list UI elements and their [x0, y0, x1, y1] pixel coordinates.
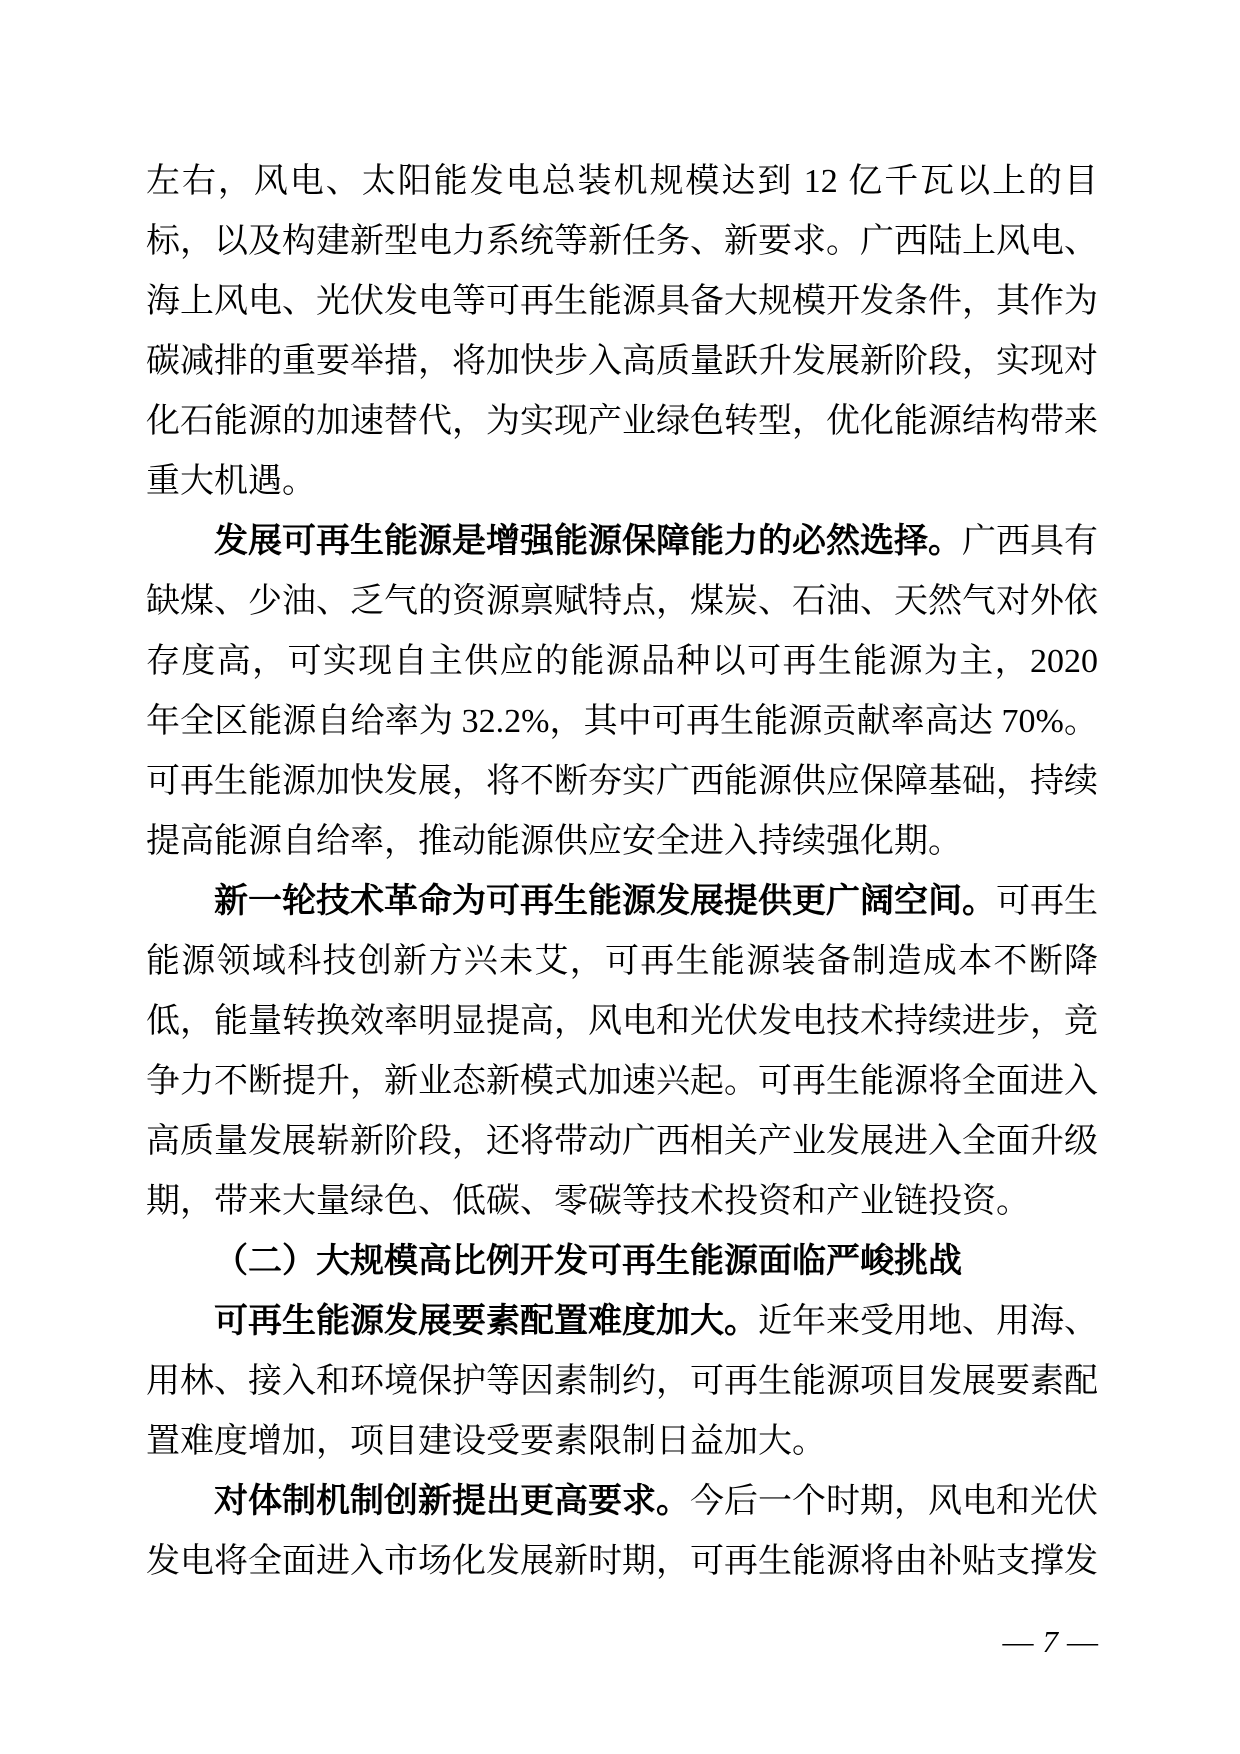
paragraph-text: 广西具有缺煤、少油、乏气的资源禀赋特点，煤炭、石油、天然气对外依存度高，可实现自主供应的能源品种以可再生能源为主，2020 年全区能源自给率为 32.2%，其中可再生能源贡献率高达 70%。可再生能源加快发展，将不断夯实广西能源供应保障基础，持续提高能源自给率，推动能源供应安全进入持续强化期。 — [146, 523, 1098, 860]
page-number-dash-right: — — [1067, 1624, 1098, 1659]
page-number-value: 7 — [1042, 1624, 1058, 1659]
page-number — [1003, 1622, 1099, 1662]
page-number-dash-left: — — [1002, 1624, 1034, 1659]
paragraph-text: 今后一个时期，风电和光伏发电将全面进入市场化发展新时期，可再生能源将由补贴支撑发 — [146, 1483, 1098, 1580]
document-body — [146, 152, 1098, 1592]
paragraph-continuation — [146, 152, 1098, 512]
paragraph-resource-allocation — [146, 1292, 1098, 1472]
paragraph-text: 近年来受用地、用海、用林、接入和环境保护等因素制约，可再生能源项目发展要素配置难度增加，项目建设受要素限制日益加大。 — [146, 1303, 1098, 1460]
section-heading-text: （二）大规模高比例开发可再生能源面临严峻挑战 — [214, 1243, 962, 1280]
paragraph-institutional-innovation — [146, 1472, 1098, 1592]
section-heading — [146, 1232, 1098, 1292]
paragraph-lead: 新一轮技术革命为可再生能源发展提供更广阔空间。 — [214, 883, 996, 920]
paragraph-lead: 发展可再生能源是增强能源保障能力的必然选择。 — [214, 523, 962, 560]
paragraph-tech-revolution — [146, 872, 1098, 1232]
paragraph-energy-security — [146, 512, 1098, 872]
paragraph-lead: 可再生能源发展要素配置难度加大。 — [214, 1303, 758, 1340]
paragraph-lead: 对体制机制创新提出更高要求。 — [214, 1483, 690, 1520]
paragraph-text: 左右，风电、太阳能发电总装机规模达到 12 亿千瓦以上的目标，以及构建新型电力系统等新任务、新要求。广西陆上风电、海上风电、光伏发电等可再生能源具备大规模开发条件，其作为碳减排的重要举措，将加快步入高质量跃升发展新阶段，实现对化石能源的加速替代，为实现产业绿色转型，优化能源结构带来重大机遇。 — [146, 163, 1098, 500]
paragraph-text: 可再生能源领域科技创新方兴未艾，可再生能源装备制造成本不断降低，能量转换效率明显提高，风电和光伏发电技术持续进步，竞争力不断提升，新业态新模式加速兴起。可再生能源将全面进入高质量发展崭新阶段，还将带动广西相关产业发展进入全面升级期，带来大量绿色、低碳、零碳等技术投资和产业链投资。 — [146, 883, 1098, 1220]
